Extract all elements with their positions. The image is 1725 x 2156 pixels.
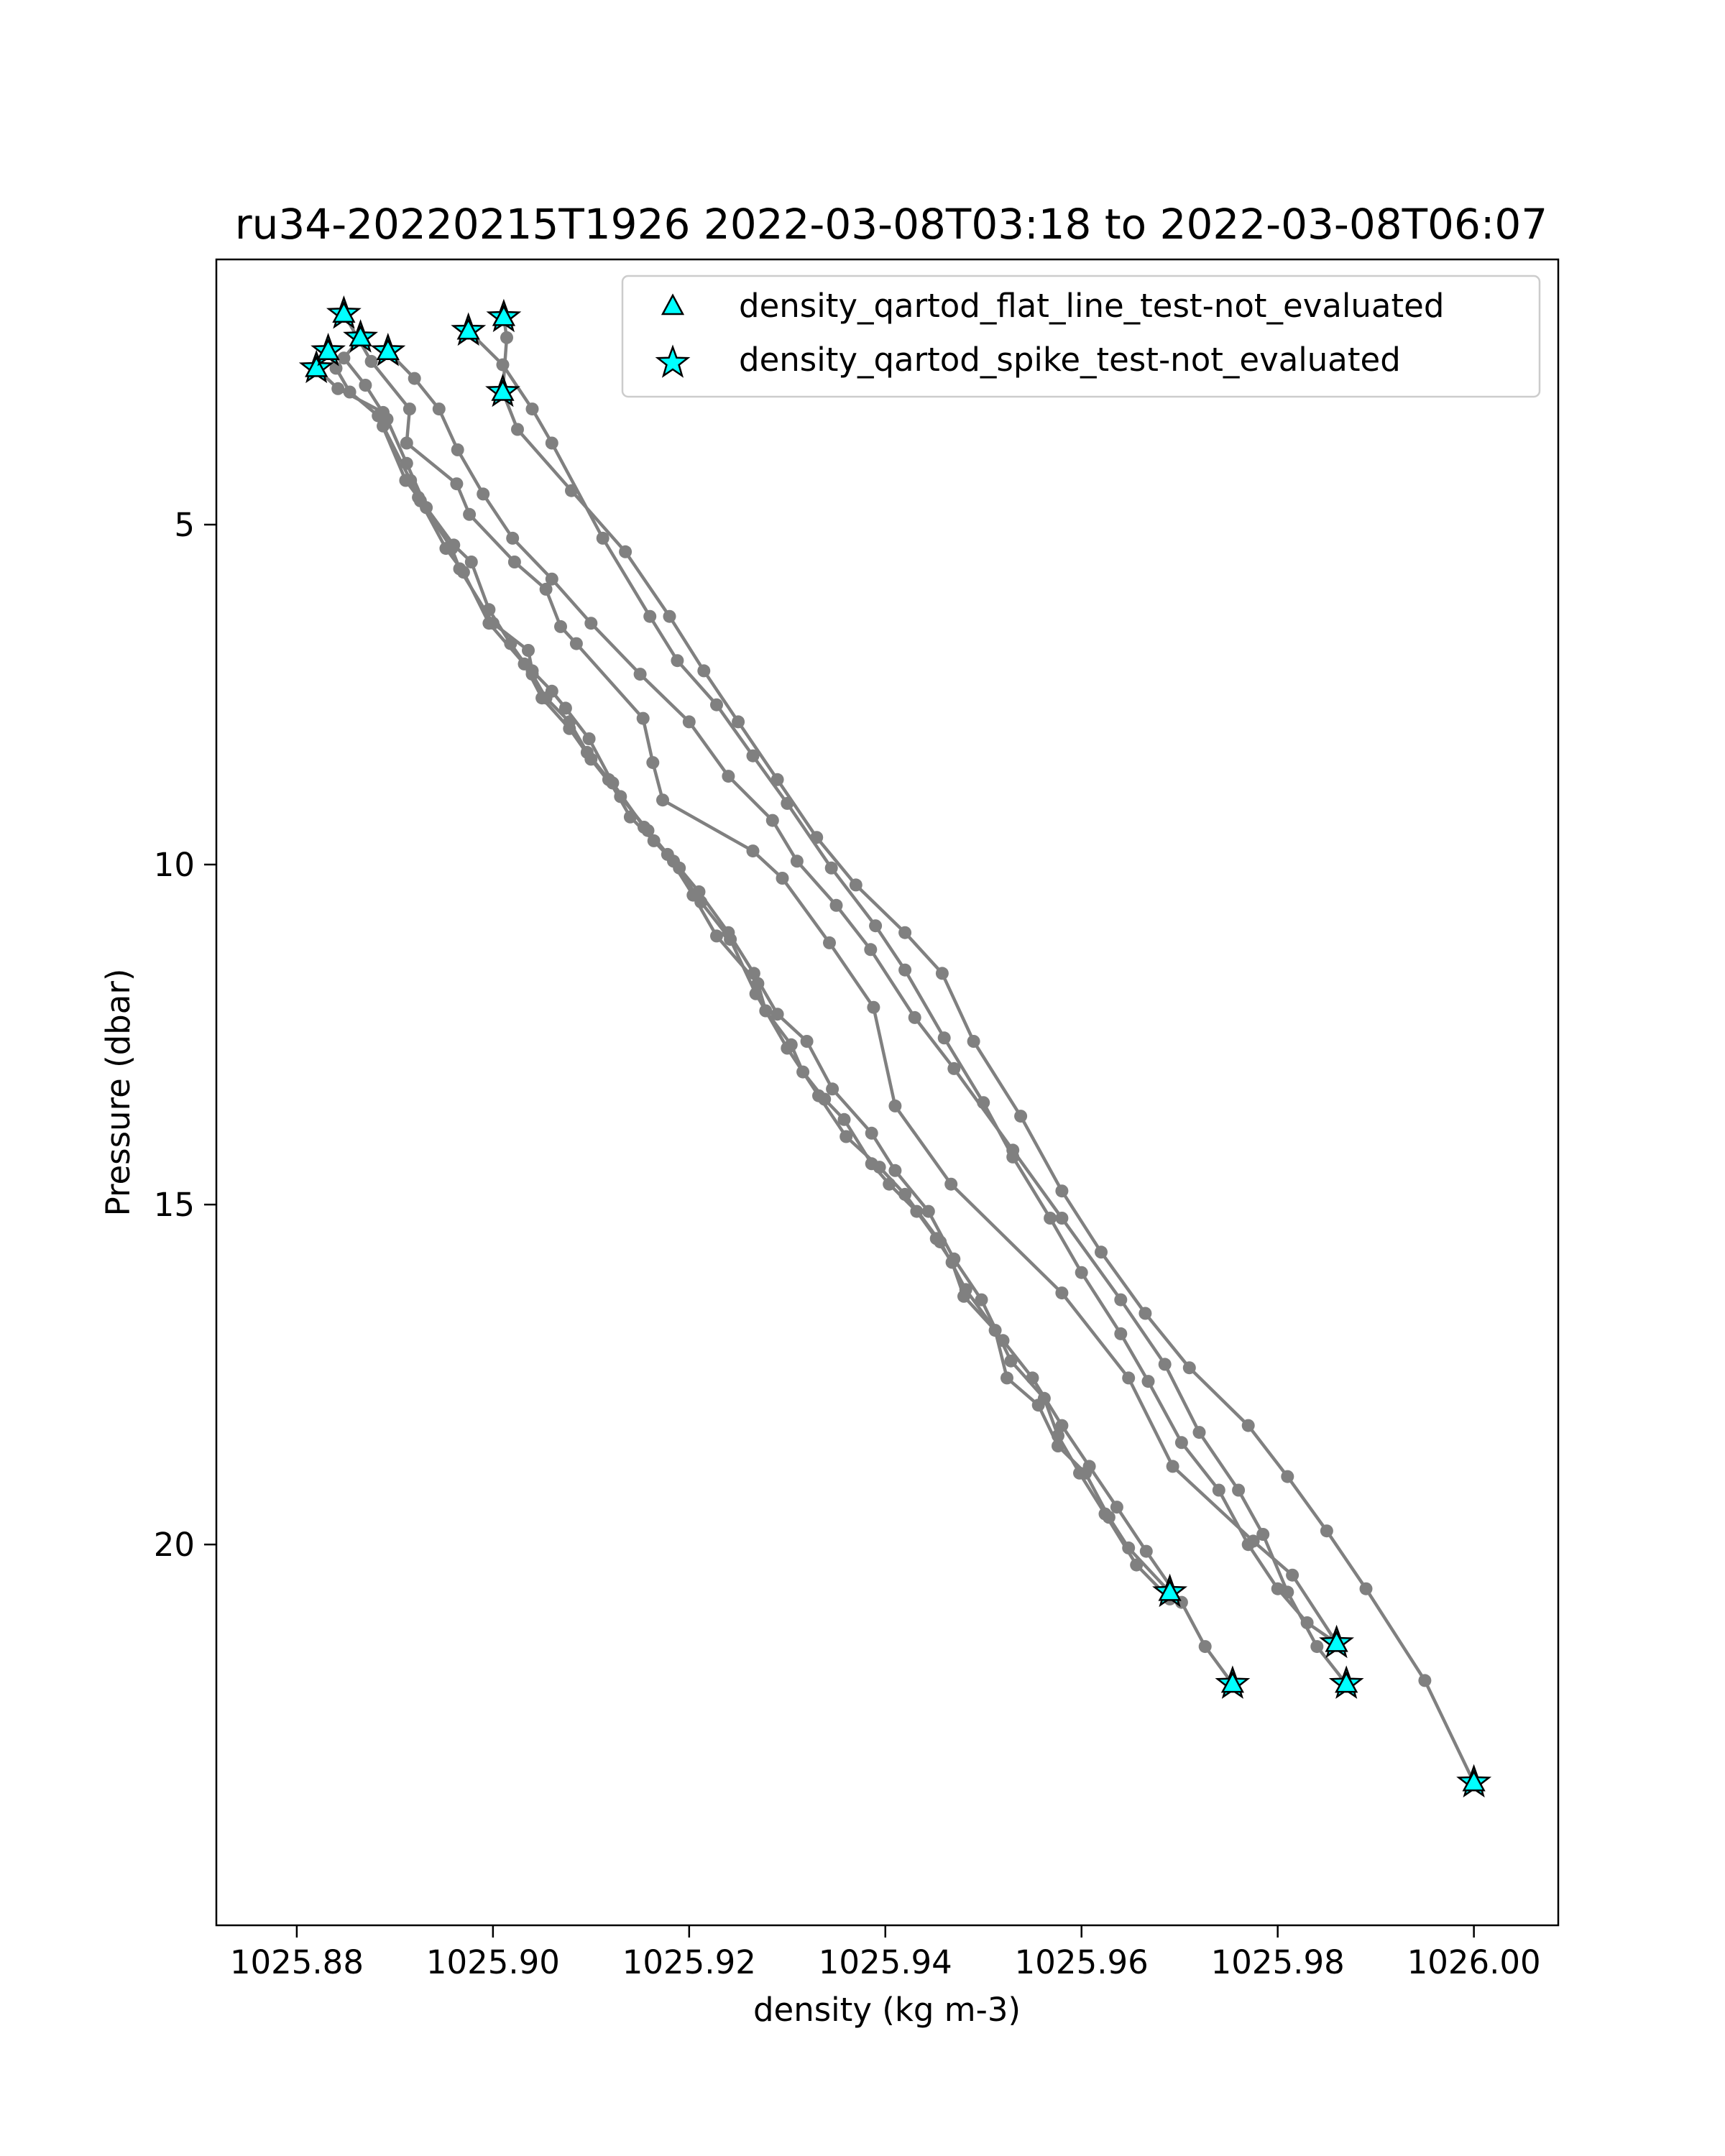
data-point: [447, 538, 460, 551]
data-point: [508, 556, 521, 568]
data-point: [867, 1001, 880, 1014]
data-point: [450, 477, 463, 490]
data-point: [504, 637, 517, 650]
legend-entry-spike-test: [658, 341, 1401, 379]
data-point: [864, 943, 877, 956]
data-point: [565, 484, 578, 497]
data-point: [1159, 1358, 1172, 1370]
data-point: [947, 1253, 960, 1266]
chart-title: ru34-20220215T1926 2022-03-08T03:18 to 2022-03-08T06:07: [234, 200, 1548, 249]
data-point: [451, 443, 464, 456]
y-tick-label: 15: [153, 1186, 195, 1225]
data-point: [1014, 1110, 1027, 1123]
data-point: [1052, 1429, 1064, 1442]
data-point: [1286, 1569, 1299, 1582]
x-tick-label: 1025.94: [818, 1943, 952, 1981]
data-point: [584, 617, 597, 630]
data-point: [1138, 1307, 1151, 1320]
y-tick-label: 10: [153, 846, 195, 885]
data-point: [511, 423, 524, 436]
legend-entry-flat-line-test: [663, 287, 1444, 325]
data-point: [554, 620, 567, 633]
data-point: [457, 566, 470, 579]
data-point: [403, 402, 416, 415]
x-tick-label: 1026.00: [1407, 1943, 1541, 1981]
data-point: [400, 437, 413, 450]
data-point: [1199, 1640, 1212, 1653]
data-point: [1122, 1371, 1135, 1384]
data-point: [722, 770, 735, 783]
data-point: [331, 382, 344, 395]
data-point: [637, 712, 650, 725]
data-point: [771, 1008, 784, 1021]
data-point: [722, 926, 735, 939]
data-point: [546, 437, 558, 450]
data-point: [1114, 1327, 1127, 1340]
data-point: [1301, 1616, 1314, 1629]
data-point: [583, 732, 596, 745]
data-point: [1142, 1375, 1155, 1388]
legend: [622, 276, 1540, 397]
data-point: [506, 532, 519, 545]
data-point: [500, 331, 513, 344]
data-point: [1213, 1484, 1225, 1497]
data-point: [602, 773, 615, 786]
data-point: [710, 699, 723, 711]
y-tick-label: 20: [153, 1526, 195, 1565]
data-point: [922, 1205, 935, 1218]
data-point: [463, 508, 476, 521]
data-point: [823, 936, 836, 949]
data-point: [791, 854, 804, 867]
data-point: [1193, 1426, 1206, 1439]
x-axis-label: density (kg m-3): [753, 1991, 1021, 2029]
data-point: [671, 654, 684, 667]
y-axis-label: Pressure (dbar): [99, 968, 137, 1217]
x-tick-label: 1025.96: [1014, 1943, 1149, 1981]
x-tick-label: 1025.88: [229, 1943, 364, 1981]
data-point: [710, 929, 723, 942]
data-point: [1044, 1212, 1057, 1225]
data-point: [619, 545, 632, 558]
data-point: [656, 793, 669, 806]
data-point: [747, 844, 760, 857]
y-tick-label: 5: [174, 505, 195, 544]
data-point: [888, 1100, 901, 1112]
data-point: [465, 556, 478, 568]
data-point: [840, 1130, 852, 1143]
data-point: [1310, 1640, 1323, 1653]
data-point: [581, 746, 594, 759]
data-point: [400, 457, 413, 470]
data-point: [344, 386, 356, 399]
data-point: [643, 610, 656, 623]
data-point: [365, 355, 378, 368]
data-point: [869, 919, 882, 932]
data-point: [1281, 1470, 1294, 1483]
data-point: [1167, 1460, 1179, 1473]
data-point: [1183, 1361, 1196, 1374]
data-point: [477, 487, 489, 500]
data-point: [563, 715, 576, 728]
data-point: [673, 862, 686, 875]
data-point: [776, 872, 789, 885]
data-point: [1075, 1266, 1088, 1279]
data-point: [1140, 1545, 1153, 1558]
data-point: [663, 610, 676, 623]
data-point: [433, 402, 446, 415]
data-point: [938, 1031, 951, 1044]
data-point: [967, 1035, 980, 1048]
data-point: [526, 668, 539, 681]
data-point: [748, 967, 760, 980]
data-point: [1130, 1559, 1143, 1572]
data-point: [497, 359, 510, 372]
data-point: [1055, 1212, 1068, 1225]
data-point: [1000, 1371, 1013, 1384]
data-point: [420, 501, 433, 514]
data-point: [546, 573, 558, 586]
data-point: [1256, 1528, 1269, 1541]
data-point: [1095, 1245, 1108, 1258]
data-point: [570, 637, 583, 650]
data-point: [830, 899, 843, 912]
legend-label: density_qartod_flat_line_test-not_evaluated: [739, 287, 1445, 325]
data-point: [826, 1082, 839, 1095]
data-point: [1175, 1436, 1188, 1449]
data-point: [697, 664, 710, 677]
data-point: [683, 715, 696, 728]
data-point: [1271, 1583, 1284, 1595]
data-point: [1005, 1355, 1018, 1368]
data-point: [1006, 1151, 1019, 1164]
data-point: [812, 1089, 825, 1102]
x-tick-label: 1025.98: [1210, 1943, 1345, 1981]
x-tick-label: 1025.92: [622, 1943, 756, 1981]
data-point: [399, 474, 412, 487]
data-point: [337, 351, 350, 364]
data-point: [1099, 1508, 1112, 1521]
data-point: [526, 402, 539, 415]
data-point: [522, 644, 535, 657]
data-point: [898, 964, 911, 977]
data-point: [1055, 1184, 1068, 1197]
data-point: [408, 372, 421, 385]
data-point: [1320, 1524, 1333, 1537]
data-point: [873, 1161, 886, 1174]
data-point: [359, 379, 372, 392]
data-point: [766, 814, 779, 827]
data-point: [1242, 1538, 1255, 1551]
data-point: [732, 715, 745, 728]
data-point: [1110, 1501, 1123, 1514]
legend-label: density_qartod_spike_test-not_evaluated: [739, 341, 1401, 379]
data-point: [1418, 1674, 1431, 1687]
x-tick-label: 1025.90: [426, 1943, 560, 1981]
data-point: [1073, 1467, 1086, 1480]
data-point: [646, 756, 659, 769]
data-point: [1232, 1484, 1245, 1497]
data-point: [944, 1178, 957, 1191]
data-point: [781, 1042, 794, 1055]
data-point: [648, 834, 661, 847]
data-point: [750, 987, 763, 1000]
data-point: [898, 926, 911, 939]
data-point: [975, 1294, 988, 1307]
data-point: [381, 413, 394, 425]
data-point: [693, 885, 706, 898]
data-point: [771, 773, 784, 786]
data-point: [936, 967, 949, 980]
data-point: [801, 1035, 814, 1048]
data-point: [888, 1164, 901, 1177]
data-point: [908, 1011, 921, 1024]
data-point: [634, 668, 647, 681]
data-point: [624, 811, 637, 824]
data-point: [1114, 1294, 1127, 1307]
data-point: [1038, 1392, 1051, 1405]
data-point: [1055, 1286, 1068, 1299]
data-point: [540, 691, 553, 704]
data-point: [850, 878, 862, 891]
data-point: [810, 831, 823, 844]
data-point: [1360, 1583, 1373, 1595]
data-point: [825, 862, 838, 875]
data-point: [482, 603, 495, 616]
data-point: [977, 1096, 990, 1109]
data-point: [1242, 1419, 1255, 1432]
data-point: [865, 1127, 878, 1140]
